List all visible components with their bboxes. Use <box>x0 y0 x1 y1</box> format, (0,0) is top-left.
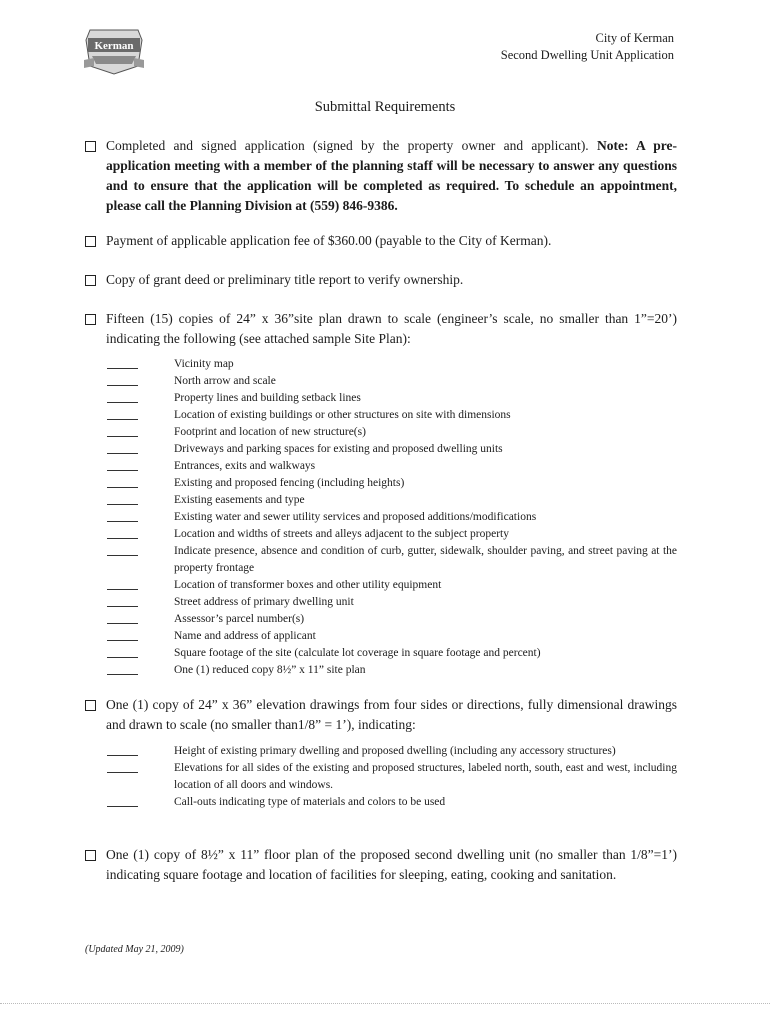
requirement-text: Fifteen (15) copies of 24” x 36”site plan drawn to scale (engineer’s scale, no smaller than 1”=20’) indicating the following (see attached sample Site Plan): <box>106 311 677 346</box>
list-item: North arrow and scale <box>107 373 677 390</box>
blank-line[interactable] <box>107 487 138 488</box>
blank-line[interactable] <box>107 589 138 590</box>
blank-line[interactable] <box>107 453 138 454</box>
requirement-text: Payment of applicable application fee of $360.00 (payable to the City of Kerman). <box>106 233 552 248</box>
list-item: Existing water and sewer utility services and proposed additions/modifications <box>107 509 677 526</box>
list-item: Existing easements and type <box>107 492 677 509</box>
city-seal-logo <box>82 26 146 76</box>
list-item: Street address of primary dwelling unit <box>107 594 677 611</box>
blank-line[interactable] <box>107 402 138 403</box>
list-item: Vicinity map <box>107 356 677 373</box>
blank-line[interactable] <box>107 470 138 471</box>
blank-line[interactable] <box>107 521 138 522</box>
requirement-application <box>85 136 677 216</box>
blank-line[interactable] <box>107 436 138 437</box>
list-item: Indicate presence, absence and condition of curb, gutter, sidewalk, shoulder paving, and street paving at the property frontage <box>107 543 677 577</box>
list-item: Footprint and location of new structure(s) <box>107 424 677 441</box>
blank-line[interactable] <box>107 772 138 773</box>
blank-line[interactable] <box>107 538 138 539</box>
blank-line[interactable] <box>107 674 138 675</box>
requirement-grant-deed <box>85 270 677 290</box>
list-item: One (1) reduced copy 8½” x 11” site plan <box>107 662 677 679</box>
requirement-floor-plan <box>85 845 677 885</box>
list-item: Square footage of the site (calculate lot coverage in square footage and percent) <box>107 645 677 662</box>
blank-line[interactable] <box>107 368 138 369</box>
form-name: Second Dwelling Unit Application <box>500 48 674 62</box>
blank-line[interactable] <box>107 504 138 505</box>
logo-text: Kerman <box>94 40 134 52</box>
requirement-text: One (1) copy of 8½” x 11” floor plan of the proposed second dwelling unit (no smaller than 1/8”=1’) indicating square footage and location of facilities for sleeping, eating, cooking and sanitation. <box>106 847 677 882</box>
list-item: Entrances, exits and walkways <box>107 458 677 475</box>
list-item: Call-outs indicating type of materials and colors to be used <box>107 794 677 811</box>
list-item: Height of existing primary dwelling and proposed dwelling (including any accessory structures) <box>107 743 677 760</box>
list-item: Elevations for all sides of the existing and proposed structures, labeled north, south, east and west, including location of all doors and windows. <box>107 760 677 794</box>
requirement-elevations <box>85 695 677 735</box>
checkbox[interactable] <box>85 141 96 152</box>
blank-line[interactable] <box>107 419 138 420</box>
list-item: Location of transformer boxes and other utility equipment <box>107 577 677 594</box>
list-item: Assessor’s parcel number(s) <box>107 611 677 628</box>
requirement-text: Copy of grant deed or preliminary title report to verify ownership. <box>106 272 464 287</box>
blank-line[interactable] <box>107 657 138 658</box>
list-item: Location and widths of streets and alleys adjacent to the subject property <box>107 526 677 543</box>
elevation-checklist <box>107 743 677 811</box>
scan-edge-line <box>0 1003 770 1004</box>
list-item: Name and address of applicant <box>107 628 677 645</box>
requirement-fee <box>85 231 677 251</box>
city-name: City of Kerman <box>595 31 674 45</box>
blank-line[interactable] <box>107 606 138 607</box>
requirement-site-plan <box>85 309 677 349</box>
requirement-note: Note: A pre-application meeting with a member of the planning staff will be necessary to answer any questions and to ensure that the application will be completed as required. To schedule an appointment, please call the Planning Division at (559) 846-9386. <box>106 138 677 213</box>
checkbox[interactable] <box>85 275 96 286</box>
blank-line[interactable] <box>107 755 138 756</box>
list-item: Existing and proposed fencing (including heights) <box>107 475 677 492</box>
checkbox[interactable] <box>85 314 96 325</box>
page-title: Submittal Requirements <box>314 99 456 115</box>
list-item: Driveways and parking spaces for existing and proposed dwelling units <box>107 441 677 458</box>
blank-line[interactable] <box>107 640 138 641</box>
blank-line[interactable] <box>107 806 138 807</box>
checkbox[interactable] <box>85 850 96 861</box>
blank-line[interactable] <box>107 623 138 624</box>
checkbox[interactable] <box>85 236 96 247</box>
blank-line[interactable] <box>107 555 138 556</box>
document-header <box>501 30 674 64</box>
checkbox[interactable] <box>85 700 96 711</box>
list-item: Property lines and building setback lines <box>107 390 677 407</box>
site-plan-checklist <box>107 356 677 679</box>
list-item: Location of existing buildings or other structures on site with dimensions <box>107 407 677 424</box>
updated-date: (Updated May 21, 2009) <box>85 944 184 955</box>
requirement-text: Completed and signed application (signed by the property owner and applicant). <box>106 138 597 153</box>
blank-line[interactable] <box>107 385 138 386</box>
requirement-text: One (1) copy of 24” x 36” elevation drawings from four sides or directions, fully dimensional drawings and drawn to scale (no smaller than1/8” = 1’), indicating: <box>106 697 677 732</box>
